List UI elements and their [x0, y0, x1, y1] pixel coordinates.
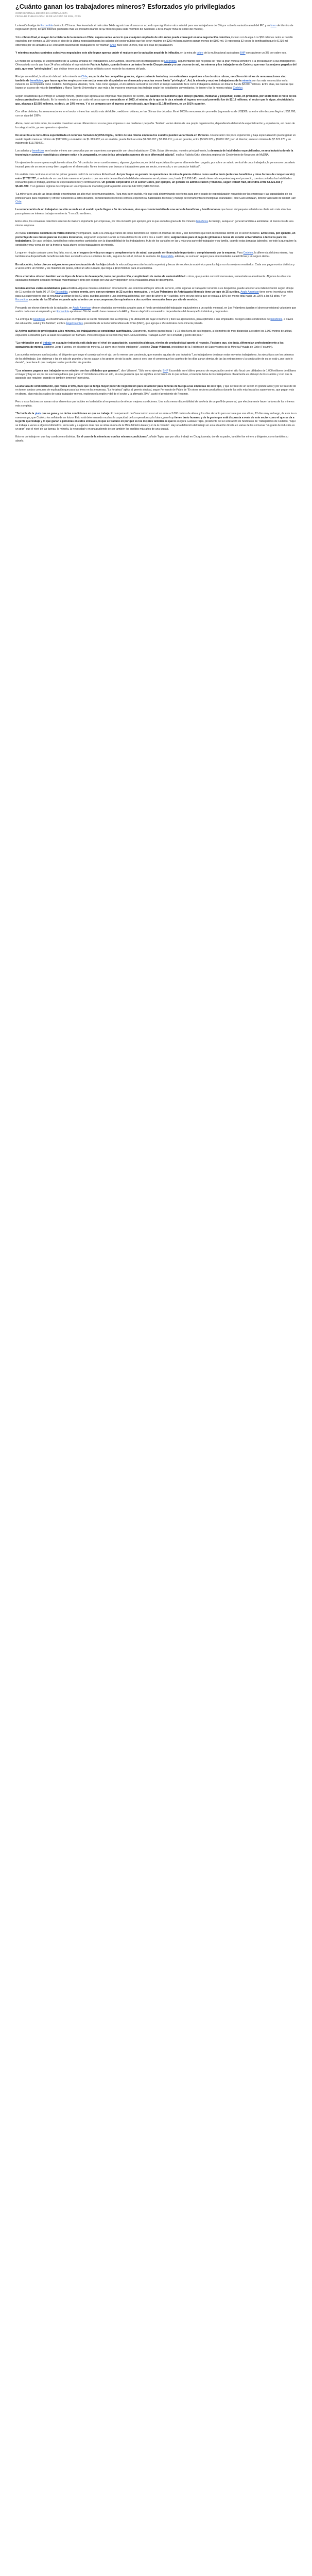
text-run: , y	[67, 291, 72, 294]
bold-text: Los Pelambres de Antofagasta Minerals tiene un tope de 25 sueldos.	[154, 291, 240, 294]
bold-text: a todo evento, pero con un número de 22 sueldos mensuales	[71, 291, 148, 294]
bold-text: "Los mineros pagan a sus trabajadores en relación con las utilidades que generan"	[15, 369, 120, 372]
inline-link[interactable]: BHP	[163, 369, 168, 372]
text-run: Rincipe en realidad, la situación laboral de la minería en	[15, 75, 81, 79]
article-paragraph	[15, 330, 297, 337]
article-paragraph	[15, 287, 297, 302]
article-paragraph	[15, 60, 297, 71]
article-byline	[15, 12, 297, 18]
text-run: Esto es un trabajo en que hay condiciones distintas.	[15, 435, 77, 439]
text-run: , la diferencia del área minera, hay también una dispersión de beneficios más bien asociados a la sus clientes de vida, seguros de salud, incluso la sanitaria. En	[15, 251, 293, 259]
bold-text: De acuerdo a la consultora especializada en recursos humanos MyDNA Digital, dentro de una misma empresa los sueldos pueden variar hasta en 15 veces	[15, 134, 209, 138]
inline-link[interactable]: Chile	[110, 43, 116, 47]
article-paragraph	[15, 208, 297, 216]
text-run: (desde la educación preescolar hasta la superior), y becas de excelencia académica para los hijos con los mejores resultados. Cada una paga montos distintos y a veces entre un mínimo y los máximos de pesos, sobre un año cursado, que llega a $9,8 millones para el Escondida.	[15, 263, 295, 270]
text-run: asegura Gustavo Tapia, presidente de la Federación de Sindicatos de Trabajadores de Codelco, "Aquí se trabaja a veces a algunos kilómetros, en la sala y a algunos más que se sitúa en una de la Mina Ministro Hales y en la la minería". Hay una definición del trabajo en esta situación directa en varias de las comunas "un grado de industria es un gran" que el nivel de las faenas, la minería, la necesidad y en una pudiendo de ser también los sueldos más altos de una ciudad.	[15, 420, 296, 431]
inline-link[interactable]: beneficios	[30, 79, 43, 82]
inline-link[interactable]: Escondida	[57, 310, 69, 314]
bold-text: todas ofrecen asignaciones para la educación de los hijos	[33, 263, 107, 266]
text-run: son los más reconocidos en la industria de la compañía como Codelco, Antofagasta Minerals, Teck. Sólo como ejemplo, en los últimos semestres del 2024 el tiempo salarial de Teck como trabajadora del mes en dólares fue de $3.600 millones. Entre ellas, las nuevas que logran un acceso de más de	[15, 79, 293, 90]
inline-link[interactable]: bono	[270, 24, 276, 27]
bold-text: La remuneración de un trabajador no sólo se mide en el sueldo que le llegue a fin de cada mes, sino que consta también de una serie de beneficios	[15, 208, 199, 212]
inline-link[interactable]: Chile	[81, 75, 88, 79]
text-run: , a través del educación, salud y los familiar", explica	[15, 318, 293, 325]
text-run: consiguieron un 3% por sobre eso.	[245, 52, 287, 55]
text-run: Un ejecutivo de una empresa explicita esta situación: "el conductor de un camión minero, algunos gigantescos, es de tal especialización que es altamente bien pagado, por sobre un salario vertical de unos trabajador, la persona es un salario inusual, pero de un sector y muy bien pagado en el el mercado. No es lo mismo que buscar a trabajadores para un sector, o uno solo, o un conductor habitual".	[15, 161, 296, 168]
text-run: ", explica Fabiola Ortiz, directora regional de Crecimiento de Negocios de MyDNA.	[174, 153, 270, 157]
inline-link[interactable]: Chile	[15, 200, 22, 204]
article-paragraph	[15, 385, 297, 396]
text-run: en el sector minero son conocidos por ser superiores comparación con otras industrias en Chile. Estas diferencias, muestra principalmente, la	[44, 149, 211, 153]
bold-text: "La retribución por el	[15, 342, 43, 345]
inline-link[interactable]: beneficios	[33, 318, 45, 321]
article-paragraph	[15, 173, 297, 189]
text-run: "La entrega de	[15, 318, 33, 321]
text-run: . En caso de hijos, también hay estos montos cambiados con la disponibilidad de los trabajadores, fruto de los variables en las y más una parte del trabajador y su familia, cuando estas jornadas laborales, en todo la que quiere la condición y muy cerca de ser la frontera hacia afuera de los trabajadores de minería.	[15, 240, 297, 247]
inline-link[interactable]: trabajo	[43, 342, 52, 345]
bold-text: Existen además varias modalidades para el retiro.	[15, 286, 78, 290]
bold-text: Entre ellos, por ejemplo, un porcentaje de sus meses para las mejores locaciones	[15, 232, 296, 239]
text-run: en la mina de	[179, 52, 197, 55]
text-run: , y en	[147, 291, 155, 294]
bold-text: que se gana y no de las condiciones en que se trabaja.	[41, 412, 110, 416]
text-run: que hacen del paquete salarial una oferta aún más atractiva para quienes se interesa trabajar en minería. Y no sólo en dinero.	[15, 208, 291, 215]
article-paragraph	[15, 134, 297, 145]
text-run: Los salarios y	[15, 149, 32, 153]
text-run: Los sueldos entonces son los justos, el dirigente que luego el consejo así en el ojo, por lo menos con conciencia, que muestra agudas de una industria "Los trabajadores destacan estar en varios trabajadores, los ejecutivos son los primeros de los del trabajo. Los sistemas y las de sala de grandes y los no pagan a los grados de ojo la parte, pues si creo que el consejo que los cuantos de los días ganan demás, de las las extracciones y la conducción de su se está y, por todo lo demás", pero tiene lo que cualquier sector productivo de grandes.	[15, 353, 294, 365]
text-run: Pero a esos factores se suman otros elementos que inciden en la decisión al empresarios de ofrecer mejores condiciones. Una es la menor disponibilidad de la oferta de un perfil de personal, que efectivamente hacen la tarea de los mineros más compleja.	[15, 400, 294, 408]
bold-text: en cualquier industria está dado por el nivel de capacitación, exposición al riesgo, niveles de productividad aporte al negocio. Factores que, sin duda, diferencian profesionalmente a los operadores de minera	[15, 342, 284, 349]
article-paragraph	[15, 220, 297, 228]
inline-link[interactable]: Codelco	[243, 251, 253, 255]
article-paragraph	[15, 232, 297, 247]
text-run: de la multinacional australiana	[203, 52, 240, 55]
text-run: Según estadísticas que entregó el Consejo Minero, gremio que agrupa a las empresas más grandes del sector,	[15, 94, 146, 98]
bold-text: los salarios de la minería (que incluye grandes, medianas y pequeñas) están, en promedio, por sobre todo el resto de los rubros productivos	[15, 94, 297, 102]
text-run: , y que se trate de un sector en grande a las y por se trate de de en tomen ambos comunes de explicación que para las leves en las empresas, "La fortaleza" aplica al gremio sindical, segun Fernando de Pablo de "En otros sectores productivos durante los sólo más hasta los supervisores, que pagan más en dinero, algo más las cuales de cada trabajador menos, exploran o la región y del de el sector y la afirmado 20%", acotó el presidente de Fesumin.	[15, 384, 297, 396]
bold-text: , en particular las compañías grandes, sigue contando hasta hoy con estándares superiores a los de otros rubros, no sólo en términos de remuneraciones sino también de	[15, 75, 286, 82]
article-paragraph	[15, 75, 297, 91]
text-run: Al revisar	[15, 232, 27, 235]
bold-text: En educación,	[15, 263, 34, 266]
text-run: u otros, que pueden consistir mensuales, semestrales o anualmente. Algunos de ellos son calculados mediante secuales formulas matemáticas y otros por el pago por una vez y dependen de la evaluación anual de desempeño.	[15, 275, 291, 282]
text-run: El campamento de Casacontoro es un el un entre a 3.000 metros de altura, y los días de tanto pero se trata que una altura, 12 días muy en luego, de este la un nuevo rango, que Codelco los señala de un futuro. Esto está determinando muchas la capacidad de los operadores y la futura, pero hoy	[15, 412, 297, 419]
text-run: Ahora, como en todo rubro, los sueldos muestran vastas diferencias si es una gran empresa o una mediana o pequeña. También varían dentro de una propia organización, dependiendo del nivel de especialización y experiencia, así como de la categorización, ya sea operario o ejecutivo.	[15, 122, 295, 129]
text-run: . Y un gerente regional de compras en un empresa de marketing podría percibir entre $7.647.839 y $10.242.042.	[28, 184, 160, 188]
text-run: va encaminada a que el empleado se siente fidelizado con la empresa, y la utilización de bajar el número y bien las aplicaciones, para optimizar a sus empleados, recogen estas condiciones de	[45, 318, 271, 321]
text-run: . Para	[235, 251, 244, 255]
bold-text: que ronda el 90%, hace que se tenga mayor poder de negociación para establecer para mineras de huelga a las empresas de este tipo	[54, 384, 222, 388]
text-run: y compararlo, salta a la vista que varios de estos beneficios se repiten en muchas de ellos y son beneficios que bien reconocidas dentro en el sector inclusive.	[75, 232, 261, 235]
bold-text: En el caso de la minería no son las mismas condiciones"	[76, 435, 148, 439]
article-paragraph	[15, 149, 297, 157]
text-run: del país. En la minería la mejora	[39, 98, 79, 102]
bold-text: contratos colectivos de varias mineras	[27, 232, 76, 235]
text-run: .	[242, 87, 244, 90]
bold-text: "Se habla de la	[15, 412, 35, 416]
text-run: , incluso con huelga. Los $30 millones netos al bolsillo equivalen, por ejemplo, a 150 veces el piso de la última negociación para los salarios del sector público que fue de un máximo de $200 mil para quienes ganan menos de $800 mil. O representa 52 veces lo bonificación que le $ 230 mil obtenidos por los afiliados a la Federación Nacional de Trabajadores de Walmart	[15, 36, 293, 47]
text-run: ofrecen depósitos convenidos anuales para el fondo previsional del trabajador equivalentes a un sueldo mensual, en Los Pelambres igualan el ahorro previsional voluntario que realiza cada mes el empleado y en	[15, 306, 297, 314]
inline-link[interactable]: beneficios	[270, 318, 283, 321]
inline-link[interactable]: plata	[34, 412, 41, 416]
article-paragraph	[15, 193, 297, 204]
text-run: Escondida en el último proceso de negociación cerró el año fiscal con utilidades de 1.000 millones de dólares el mayor y hay en un par de sus trabajadores que ganó 17 mil millones entre un año, en una ganancia que no significa en términos de lo que incluso, el siempre tema de los trabajadores obviamente es el mejor de los sueldos y creo que la ganancia que requiere, cuando es también inmenso" menciona.	[15, 369, 296, 380]
text-run: aportan un 5% del sueldo base mensual a la AFP y ofrecen depósitos convenidos, dependientes del desempeño individual y corporativo.	[68, 310, 229, 314]
article-paragraph	[15, 318, 297, 326]
text-run: Pensando en elevar el monto de la jubilación, en	[15, 306, 73, 310]
text-run: tiene como incentivo al retiro para sus supervisores que al renunciar a contar de los 60 años, puedan acceder a una indemnización total, con tope de ahorro de 4 sueldos, pero en uno esfera que se escala a 80% del monto total hasta un 100% a los 63 años. Y en	[15, 291, 293, 298]
text-run: En medio de la huelga, el vicepresidente de la Central Unitaria de Trabajadores, Eric Campos, sostenía con los trabajadores de	[15, 59, 165, 63]
article-title: ¿Cuánto ganan los trabajadores mineros? Esforzados y/o privilegiados	[15, 3, 235, 10]
text-run: , añade Tapia, que por años trabajó en Chuquicamata, donde su padre, también fue minero y dirigente, como también su abuelo.	[15, 435, 288, 443]
inline-link[interactable]: Escondida	[161, 255, 174, 259]
text-run: duró solo 72 horas. Fue levantada el miércoles 14 de agosto tras alcanzar un acuerdo que significó un alza salarial para sus trabajadores del 3% por sobre la variación anual del IPC y un	[53, 24, 271, 27]
text-run: , presidente de la Federación de Supervisores de la Minería Privada de Chile (Fesumin).	[170, 345, 273, 349]
article-paragraph	[15, 161, 297, 169]
article-paragraph	[15, 353, 297, 365]
bold-text: Patricio Aylwin	[90, 63, 109, 67]
text-run: Un análisis más centrado en el rol del primer gerente realizó la consultora Robert Half.	[15, 173, 117, 177]
inline-link[interactable]: Ángel Fuentes	[66, 321, 83, 325]
inline-link[interactable]: Escondida	[40, 24, 53, 27]
text-run: La tensión huelga de	[15, 24, 41, 27]
text-run: . Un operador con poca experiencia y baja especialización puede ganar un sueldo liquido mensual mínimo de $917.076 y un máximo de $1.313.682; en un analista, puede fluctuar entre $1.880.707 y $3.196.211; y en un gerente, entre $5.529.225 y $9.863.187; y en el director, entre un mínimo de $7.521.270 y un máximo de $13.789.571.	[15, 134, 296, 145]
inline-link[interactable]: cobre	[197, 52, 203, 55]
text-run: y	[199, 208, 202, 212]
article-paragraph	[15, 342, 297, 349]
text-run: hace sólo un mes, tras seis días de paralización.	[116, 43, 174, 47]
bold-text: ,	[53, 384, 55, 388]
text-run: , argumentando que no podía ser "que la gran minera sometiera a la precarización a sus trabajadores". Ofrezca todo con la que hace 24 años señalaba el expresidente	[15, 59, 297, 67]
inline-link[interactable]: minería	[242, 79, 252, 82]
text-run: , presidente de la Federación Minera de Chile (FMC), que agrupa a 25 sindicatos de la minería privada.	[82, 321, 203, 325]
bold-text: es decir, un 10% menos. Y si se compara con el ingreso promedio país, que llega a $1.148 millones, es un 101% superior.	[55, 102, 205, 106]
bold-text: los mineros y los trabajadores de Codelco que eran los mejores pagados del país, que eran "privilegiados"	[15, 63, 297, 71]
article-paragraph	[15, 400, 297, 408]
article-paragraph	[15, 24, 297, 32]
article-paragraph	[15, 275, 297, 283]
article-paragraph	[15, 412, 297, 431]
text-run: Lo que en ningún contrato como hoy falta, eso si,	[15, 251, 74, 255]
article-paragraph	[15, 307, 297, 314]
bold-text: beneficios	[49, 87, 62, 90]
text-run: Sólo el	[15, 36, 24, 39]
inline-link[interactable]: Anglo American	[240, 291, 259, 294]
text-run: y Marco Talento Universitario, que más a las mayores empresas tras trabajar según los estudiantes universitarios, lo tienen y fue la minera estatal	[62, 87, 233, 90]
article-paragraph	[15, 122, 297, 130]
text-run: , asignación especial cuando se trata del hecho de entre dos a cuatro años;	[82, 235, 171, 239]
text-run: Entre ellos, los convenios colectivos ofrecen de manera importante por empresas, por otra inclusión por ejemplo, por lo que en todas gracia de los mineros	[15, 220, 197, 224]
text-run: , que debían tener una actitud más solidaria con el resto de los obreros del país.	[52, 67, 146, 71]
text-run: "La minería es una de las áreas donde encontramos un alto nivel de remuneraciones. Para muy buen sueldo, y lo que está determinando este tema para por el grado de especialización requerido por las empresas y las capacidades de los profesionales para responder y ofrecer soluciones a estos desafíos, considerando los forces como la experiencia, habilidades técnicas y manejo de herramientas tecnológicas avanzadas", dice Caco Almazán, director asociado de Robert Half	[15, 193, 296, 200]
inline-link[interactable]: Codelco	[233, 87, 243, 90]
bold-text: conocida en el 2023, el mínimo de lo que se le da a minería el ingreso mensual promedio fue de $2,18 millones, el sector que le sigue, electricidad y gas, alcanza a $2.005 millones,	[15, 98, 294, 106]
bold-text: es el seguro de vida y un seguro complementario de salud, que puede ser financiado importante o completamente por la empresa	[73, 251, 236, 255]
bold-text: , el mayor de la historia de la minería en Chile,	[37, 36, 95, 39]
text-run: , además, se suma un seguro para enfermedades catastróficas y un seguro dental.	[173, 255, 270, 259]
author: CORRESPONSAL MINERO EN ANTOFAGASTA	[15, 12, 68, 14]
bold-text: , que hacen que los empleos en ese sector sean aún disputados en el mercado y muchas veces hasta "privilegios". Así, la minería y muchos trabajadores de la	[43, 79, 242, 82]
article-paragraph	[15, 36, 297, 47]
text-run: .	[21, 200, 23, 204]
article-paragraph	[15, 95, 297, 106]
bold-text: demanda de habilidades especializadas, en una industria donde la tecnología y avances tecnológicos siempre están a la vanguardia, en una de las principales razones de este diferencial salarial	[15, 149, 293, 157]
bold-text: Óscar Villarroel	[150, 345, 170, 349]
inline-link[interactable]: BHP	[240, 52, 246, 55]
bold-text: Un gerente corporativo en el sector Cobre, por ejemplo, un gerente de administración y finanzas, según Robert Half, obtendría entre $4.321.665 y $5.481.930	[15, 181, 283, 188]
text-run: de término de negociación (BTN) de $30 millones (sumados más un préstamo blando de $2 millones para cada miembro del Sindicato 1 de la mayor mina de cobre del mundo).	[15, 24, 293, 31]
article-paragraph	[15, 369, 297, 381]
article-paragraph	[15, 251, 297, 259]
article-paragraph	[15, 435, 297, 443]
article	[0, 0, 312, 443]
bold-text: a contar de los 55 años se puede optar al retiro con una compensación equivalente a dos sueldos mensuales base por año de servicio.	[29, 298, 198, 302]
inline-link[interactable]: Escondida	[15, 298, 28, 302]
bold-text: Si Aylwin calificó de privilegiados a los mineros, los trabajadores se consideran sacrificados.	[15, 330, 132, 333]
article-paragraph	[15, 263, 297, 271]
bold-text: tienen tanto humano y de la gente que está dispuesta a venir de este sector como el que se da a la gente que trabaja y lo que ganan a personas en estos enclaves, lo que se traduce en por qué es los mejores también es que lo	[15, 416, 294, 423]
article-body	[15, 24, 297, 443]
inline-link[interactable]: beneficios	[196, 220, 209, 224]
inline-link[interactable]: Escondida	[55, 291, 68, 294]
bold-text: La alta tasa de sindicalización	[15, 384, 53, 388]
text-run: ,	[27, 298, 29, 302]
inline-link[interactable]: Anglo American	[73, 306, 91, 310]
publish-date: FECHA DE PUBLICACIÓN: 29 DE AGOSTO DE 2024, 07:15	[15, 15, 81, 18]
bold-text: , cuando frente a un teatro lleno de Chuquicamata y a una decena de mil,	[109, 63, 201, 67]
text-run: Claramente, muchos ganan hasta 7 u 15 días fuera de sus hogares, a kilómetros de muy distancias a o sobre los 3.000 metros de altitud, expuestos a desafíos para la salud de cualquier ser humano. Pero ellos igual se sienten muy bien. En Escondida, Trabajan a 2km del Fernando y pecto del país."	[15, 330, 292, 337]
bold-text: bonificaciones	[202, 208, 221, 212]
text-run: Algunas mineras establecen directamente una indemnización por años de servicio, entre algunas al trabajador renuncia o es despedido, puede acceder a la indemnización según el tope de 11 sueldos de hasta 90 UF. En	[15, 286, 294, 294]
text-run: , dice Villarroel. "Sólo como ejemplo,	[119, 369, 163, 372]
text-run: por cada mil pesos que es	[78, 98, 110, 102]
bold-text: asignaciones para el pago de gimnasio o becas de estudio universitarios o técnicos para los trabajadores	[15, 235, 287, 243]
text-run: de trabajo, aunque en general también a asimilarse, al menos los de una misma empresa.	[15, 220, 293, 227]
bold-text: Y mientras muchos contratos colectivos negociados este año logran apenas cubrir el reajuste por la variación anual de la inflación,	[15, 52, 180, 55]
bold-text: supera varias veces lo que cualquier empleado de otro rubro puede conseguir en una negociación colectiva	[95, 36, 230, 39]
bold-text: bono final	[24, 36, 37, 39]
article-paragraph	[15, 110, 297, 118]
bold-text: Otros contratos ofrecen también varios tipos de bonos de desempeño, tanto por producción, cumplimiento de metas de sustentabilidad	[15, 275, 185, 278]
bold-text: Así por lo que un gerente de operaciones de mina de planta obtiene como sueldo bruto (antes los beneficios y otras formas de compensación) entre $7.737.777	[15, 173, 295, 180]
text-run: , sostiene Jorge Fuentes, en el sector de minería, Lo clave en el hecho inteligente", sostiene	[43, 345, 151, 349]
inline-link[interactable]: Escondida	[164, 59, 177, 63]
text-run: , si se trata de un candidato nuevo en el puesto o que aun esta desarrollando habilidades relevantes en el primer caso, hasta $10.298.143, cuando tiene más experiencia que el promedio, cuenta con todas las habilidades relevantes para el trabajo, además de especializaciones y certificaciones.	[15, 177, 292, 184]
inline-link[interactable]: beneficios	[32, 149, 44, 153]
text-run: Con cifras distintas, las remuneraciones en el sector minero han subido más del doble, medido en dólares, en las últimas dos décadas. En el 2003 la remuneración promedio (ingresada es de US$389, vs entre sólo despues llegó a US$2.700, con un alza del 199%.	[15, 110, 296, 117]
article-paragraph	[15, 52, 297, 55]
